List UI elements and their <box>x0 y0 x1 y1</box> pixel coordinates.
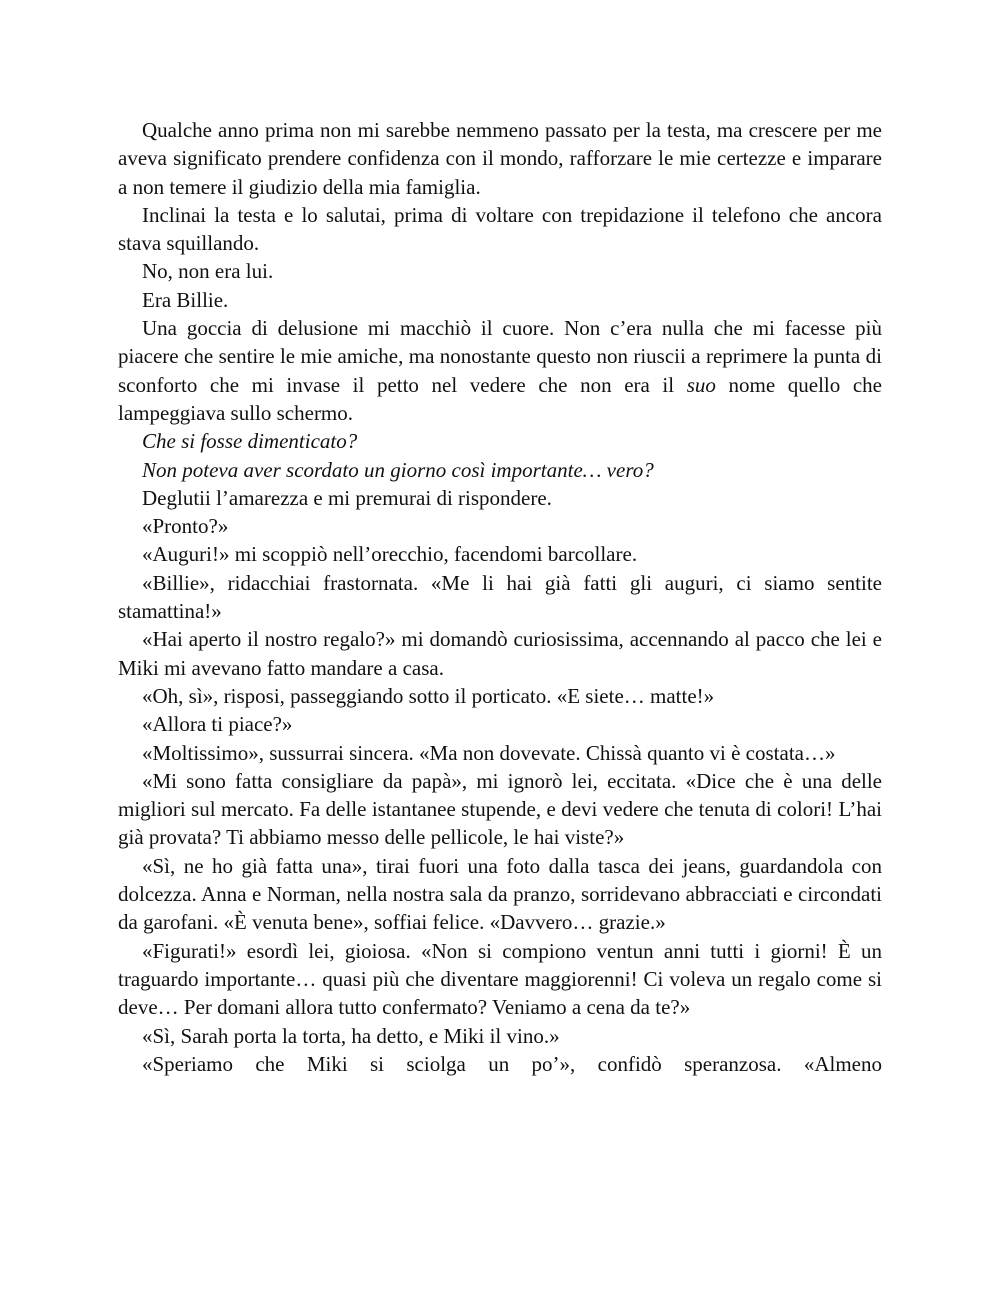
italic-thought: Non poteva aver scordato un giorno così importante… vero? <box>142 457 654 482</box>
paragraph: «Oh, sì», risposi, passeggiando sotto il porticato. «E siete… matte!» <box>142 683 715 708</box>
paragraph: Qualche anno prima non mi sarebbe nemmeno passato per la testa, ma crescere per me aveva significato prendere confidenza con il mondo, rafforzare le mie certezze e imparare a non temere il giudizio della mia famiglia. <box>118 118 882 199</box>
paragraph: «Pronto?» <box>142 514 229 539</box>
paragraph: «Sì, ne ho già fatta una», tirai fuori una foto dalla tasca dei jeans, guardandola con dolcezza. Anna e Norman, nella nostra sala da pranzo, sorridevano abbracciati e circondati da garofani. «È venuta bene», soffiai felice. «Davvero… grazie.» <box>118 853 882 935</box>
paragraph: «Billie», ridacchiai frastornata. «Me li hai già fatti gli auguri, ci siamo sentite stamattina!» <box>118 570 882 624</box>
paragraph: «Sì, Sarah porta la torta, ha detto, e Miki il vino.» <box>142 1023 560 1048</box>
paragraph-text: nome quello che lampeggiava sullo schermo. <box>118 372 882 425</box>
paragraph: Inclinai la testa e lo salutai, prima di voltare con trepidazione il telefono che ancora stava squillando. <box>118 202 882 256</box>
paragraph-text: Una goccia di delusione mi macchiò il cuore. Non c’era nulla che mi facesse più piacere che sentire le mie amiche, ma nonostante questo non riuscii a reprimere la punta di sconforto che mi invase il petto nel vedere che non era il <box>118 316 882 397</box>
paragraph: «Allora ti piace?» <box>142 712 293 737</box>
paragraph: No, non era lui. <box>142 259 274 284</box>
paragraph: «Speriamo che Miki si sciolga un po’», confidò speranzosa. «Almeno <box>142 1051 882 1076</box>
italic-thought: Che si fosse dimenticato? <box>142 429 358 454</box>
paragraph: «Auguri!» mi scoppiò nell’orecchio, facendomi barcollare. <box>142 542 638 567</box>
paragraph: «Figurati!» esordì lei, gioiosa. «Non si compiono ventun anni tutti i giorni! È un traguardo importante… quasi più che diventare maggiorenni! Ci voleva un regalo come si deve… Per domani allora tutto confermato? Veniamo a cena da te?» <box>118 938 882 1020</box>
paragraph <box>118 314 882 427</box>
page-body <box>118 116 882 1078</box>
emphasized-word: suo <box>686 372 716 397</box>
paragraph: «Moltissimo», sussurrai sincera. «Ma non dovevate. Chissà quanto vi è costata…» <box>142 740 836 765</box>
paragraph: «Hai aperto il nostro regalo?» mi domandò curiosissima, accennando al pacco che lei e Miki mi avevano fatto mandare a casa. <box>118 627 882 680</box>
paragraph: Era Billie. <box>142 287 229 312</box>
paragraph: Deglutii l’amarezza e mi premurai di rispondere. <box>142 485 552 510</box>
paragraph: «Mi sono fatta consigliare da papà», mi ignorò lei, eccitata. «Dice che è una delle migliori sul mercato. Fa delle istantanee stupende, e devi vedere che tenuta di colori! L’hai già provata? Ti abbiamo messo delle pellicole, le hai viste?» <box>118 768 882 850</box>
